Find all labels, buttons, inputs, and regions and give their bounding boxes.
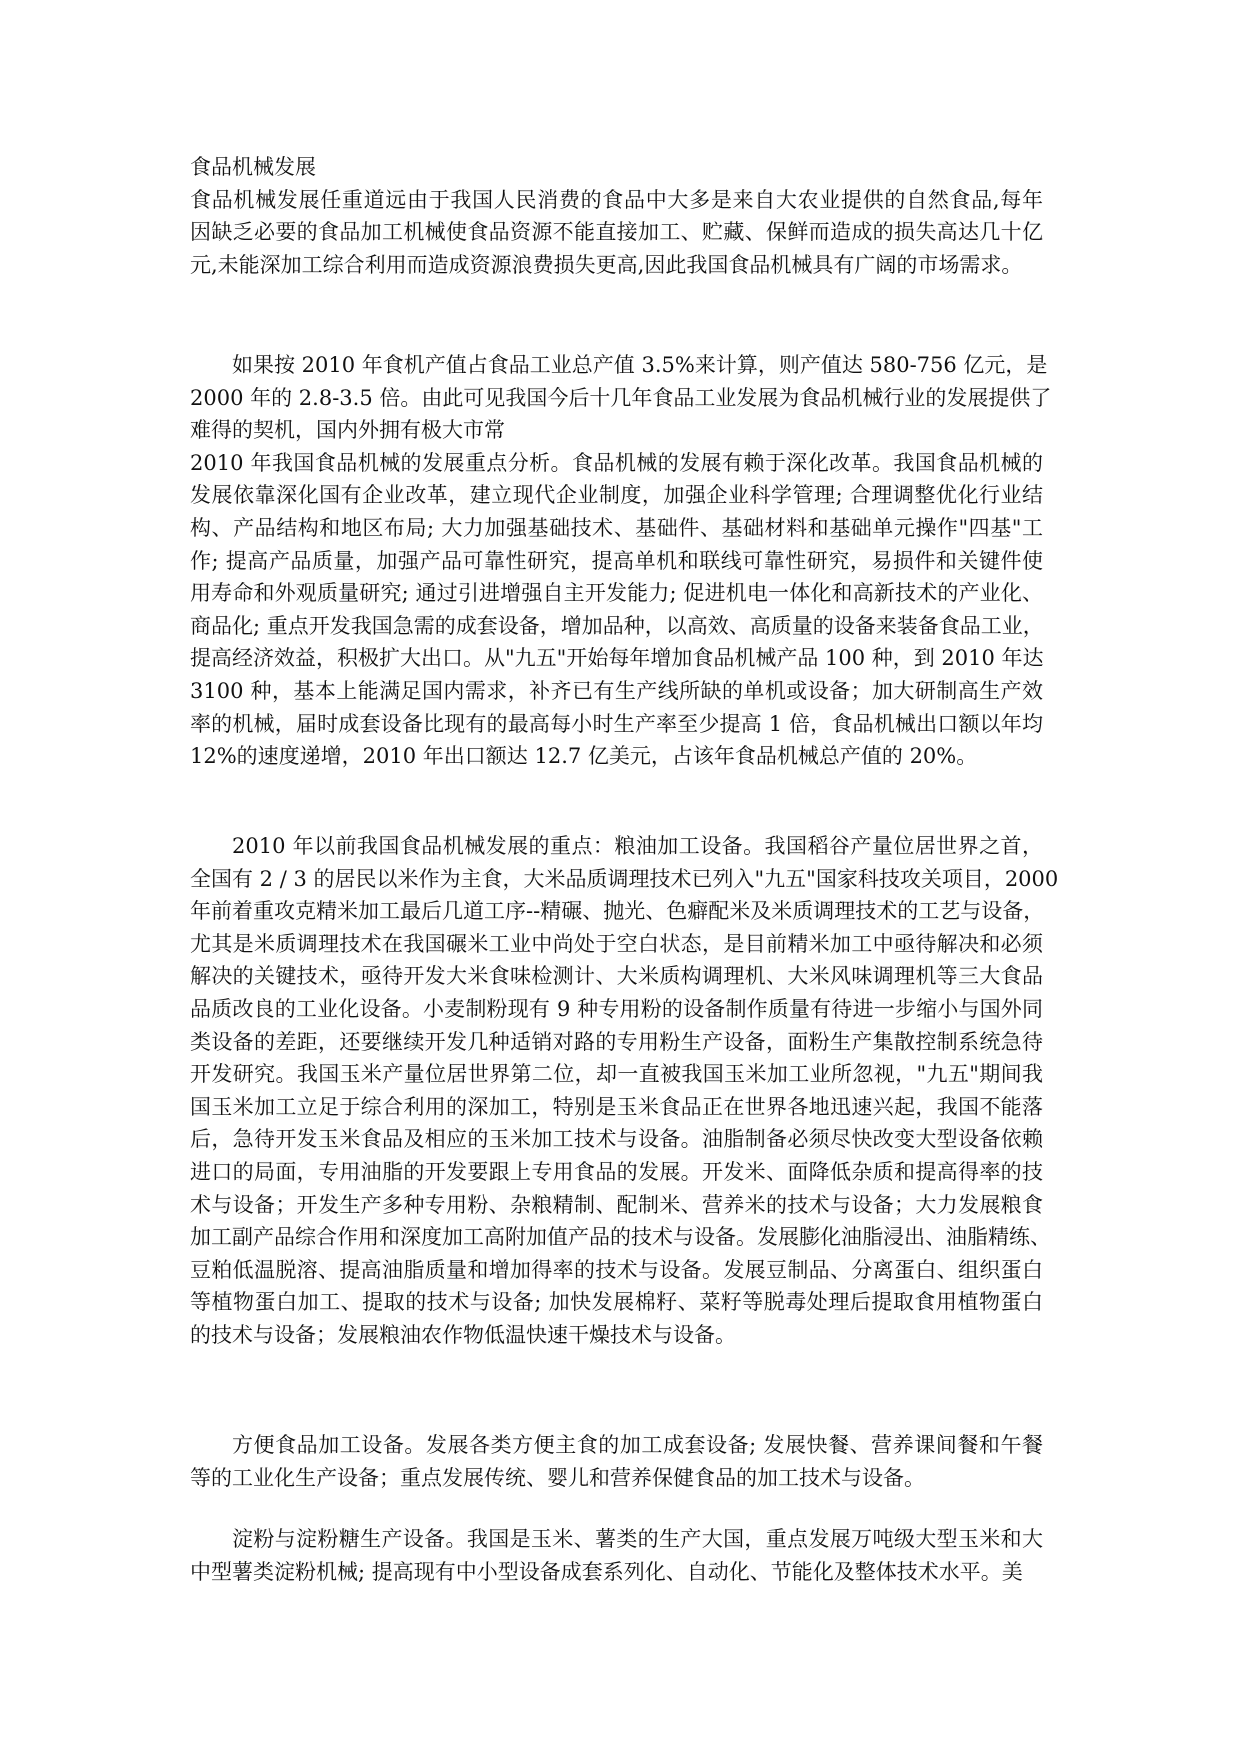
- text-line: 率的机械，届时成套设备比现有的最高每小时生产率至少提高 1 倍，食品机械出口额以年均: [190, 711, 1043, 736]
- text-line: 品质改良的工业化设备。小麦制粉现有 9 种专用粉的设备制作质量有待进一步缩小与国外同: [190, 996, 1043, 1021]
- text-line: 全国有 2 / 3 的居民以米作为主食，大米品质调理技术已列入"九五"国家科技攻关项目，2000: [190, 866, 1059, 891]
- text-line: 的技术与设备；发展粮油农作物低温快速干燥技术与设备。: [190, 1322, 736, 1347]
- paragraph-grain-oil: [190, 830, 1059, 1352]
- text-line: 作; 提高产品质量，加强产品可靠性研究，提高单机和联线可靠性研究，易损件和关键件使: [190, 548, 1043, 573]
- text-line: 食品机械发展任重道远由于我国人民消费的食品中大多是来自大农业提供的自然食品,每年: [190, 187, 1043, 212]
- text-line: 难得的契机，国内外拥有极大市常: [190, 418, 505, 443]
- text-line: 加工副产品综合作用和深度加工高附加值产品的技术与设备。发展膨化油脂浸出、油脂精练、: [190, 1225, 1051, 1250]
- text-line: 等植物蛋白加工、提取的技术与设备; 加快发展棉籽、菜籽等脱毒处理后提取食用植物蛋白: [190, 1290, 1043, 1315]
- paragraph-starch: [190, 1523, 1043, 1588]
- text-line: 元,未能深加工综合利用而造成资源浪费损失更高,因此我国食品机械具有广阔的市场需求。: [190, 252, 1023, 277]
- paragraph-convenience-food: [190, 1429, 1043, 1494]
- text-line: 构、产品结构和地区布局; 大力加强基础技术、基础件、基础材料和基础单元操作"四基"工: [190, 515, 1043, 540]
- text-line: 术与设备；开发生产多种专用粉、杂粮精制、配制米、营养米的技术与设备；大力发展粮食: [190, 1192, 1043, 1217]
- document-title: 食品机械发展: [190, 155, 316, 179]
- text-line: 开发研究。我国玉米产量位居世界第二位，却一直被我国玉米加工业所忽视，"九五"期间我: [190, 1062, 1043, 1087]
- text-line: 提高经济效益，积极扩大出口。从"九五"开始每年增加食品机械产品 100 种，到 2010 年达: [190, 646, 1044, 671]
- text-line: 3100 种，基本上能满足国内需求，补齐已有生产线所缺的单机或设备；加大研制高生产效: [190, 678, 1043, 703]
- text-line: 中型薯类淀粉机械; 提高现有中小型设备成套系列化、自动化、节能化及整体技术水平。美: [190, 1559, 1023, 1584]
- text-line: 商品化; 重点开发我国急需的成套设备，增加品种，以高效、高质量的设备来装备食品工业，: [190, 613, 1044, 638]
- paragraph-output-value: [190, 349, 1052, 773]
- text-line: 淀粉与淀粉糖生产设备。我国是玉米、薯类的生产大国，重点发展万吨级大型玉米和大: [232, 1527, 1043, 1551]
- text-line: 2000 年的 2.8-3.5 倍。由此可见我国今后十几年食品工业发展为食品机械行业的发展提供了: [190, 385, 1052, 410]
- paragraph-intro: [190, 151, 1043, 281]
- text-line: 后，急待开发玉米食品及相应的玉米加工技术与设备。油脂制备必须尽快改变大型设备依赖: [190, 1127, 1043, 1152]
- text-line: 2010 年以前我国食品机械发展的重点：粮油加工设备。我国稻谷产量位居世界之首，: [232, 834, 1043, 858]
- text-line: 解决的关键技术，亟待开发大米食味检测计、大米质构调理机、大米风味调理机等三大食品: [190, 964, 1043, 989]
- text-line: 用寿命和外观质量研究; 通过引进增强自主开发能力; 促进机电一体化和高新技术的产业化、: [190, 581, 1043, 606]
- text-line: 年前着重攻克精米加工最后几道工序--精碾、抛光、色癖配米及米质调理技术的工艺与设备，: [190, 899, 1045, 924]
- text-line: 国玉米加工立足于综合利用的深加工，特别是玉米食品正在世界各地迅速兴起，我国不能落: [190, 1094, 1043, 1119]
- text-line: 类设备的差距，还要继续开发几种适销对路的专用粉生产设备，面粉生产集散控制系统急待: [190, 1029, 1043, 1054]
- text-line: 进口的局面，专用油脂的开发要跟上专用食品的发展。开发米、面降低杂质和提高得率的技: [190, 1159, 1043, 1184]
- text-line: 豆粕低温脱溶、提高油脂质量和增加得率的技术与设备。发展豆制品、分离蛋白、组织蛋白: [190, 1257, 1043, 1282]
- text-line: 2010 年我国食品机械的发展重点分析。食品机械的发展有赖于深化改革。我国食品机械的: [190, 450, 1043, 475]
- text-line: 方便食品加工设备。发展各类方便主食的加工成套设备; 发展快餐、营养课间餐和午餐: [232, 1433, 1043, 1457]
- text-line: 尤其是米质调理技术在我国碾米工业中尚处于空白状态，是目前精米加工中亟待解决和必须: [190, 931, 1043, 956]
- text-line: 12%的速度递增，2010 年出口额达 12.7 亿美元，占该年食品机械总产值的 20%。: [190, 744, 978, 769]
- text-line: 因缺乏必要的食品加工机械使食品资源不能直接加工、贮藏、保鲜而造成的损失高达几十亿: [190, 220, 1043, 245]
- text-line: 等的工业化生产设备；重点发展传统、婴儿和营养保健食品的加工技术与设备。: [190, 1465, 925, 1490]
- text-line: 如果按 2010 年食机产值占食品工业总产值 3.5%来计算，则产值达 580-756 亿元，是: [232, 353, 1048, 377]
- text-line: 发展依靠深化国有企业改革，建立现代企业制度，加强企业科学管理; 合理调整优化行业结: [190, 483, 1043, 508]
